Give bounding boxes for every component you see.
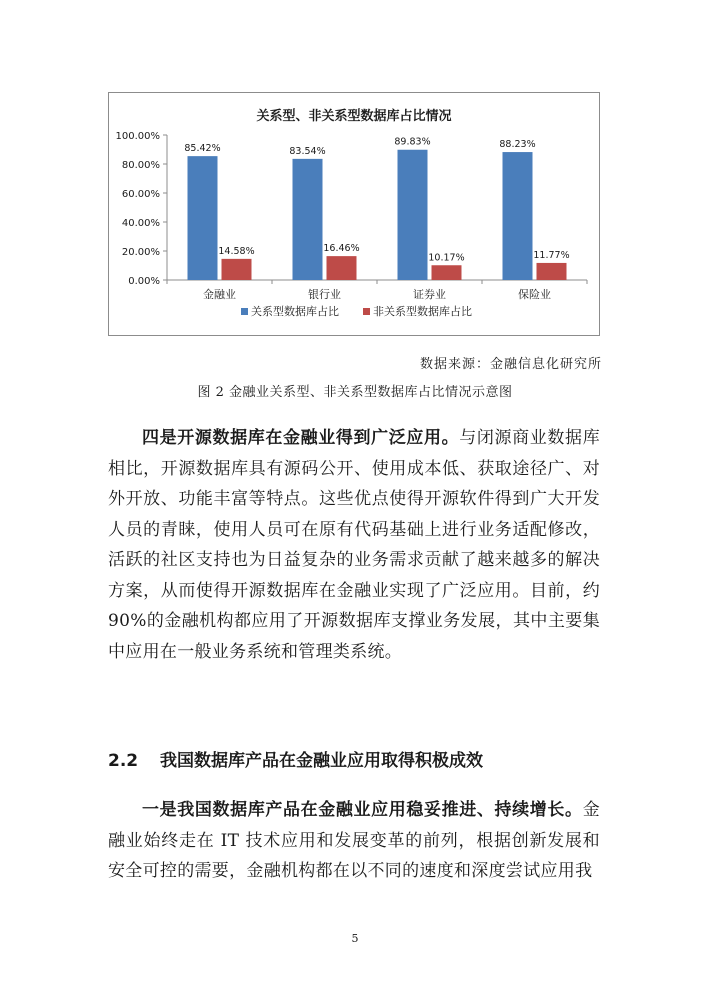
data-label: 10.17% bbox=[428, 252, 465, 264]
legend-swatch bbox=[363, 308, 370, 315]
paragraph-body: 与闭源商业数据库相比，开源数据库具有源码公开、使用成本低、获取途径广、对外开放、功能丰富等特点。这些优点使得开源软件得到广大开发人员的青睐，使用人员可在原有代码基础上进行业务适配修改，活跃的社区支持也为日益复杂的业务需求贡献了越来越多的解决方案，从而使得开源数据库在金融业实现了广泛应用。目前，约 90%的金融机构都应用了开源数据库支撑业务发展，其中主要集中应用在一般业务系统和管理类系统。 bbox=[108, 428, 600, 662]
bar-relational bbox=[503, 152, 533, 280]
bar-non-relational bbox=[432, 265, 462, 280]
data-label: 11.77% bbox=[533, 249, 570, 261]
section-title: 我国数据库产品在金融业应用取得积极成效 bbox=[160, 751, 483, 771]
y-tick-label: 80.00% bbox=[121, 160, 160, 171]
page-number: 5 bbox=[351, 932, 359, 945]
x-tick-label: 金融业 bbox=[203, 288, 236, 301]
bar-relational bbox=[293, 159, 323, 280]
x-tick-label: 银行业 bbox=[308, 288, 341, 301]
data-label: 85.42% bbox=[184, 143, 221, 155]
y-tick-label: 0.00% bbox=[128, 276, 160, 287]
data-label: 88.23% bbox=[499, 139, 536, 151]
x-tick-label: 保险业 bbox=[518, 288, 551, 301]
data-label: 83.54% bbox=[289, 145, 326, 157]
section-heading bbox=[108, 746, 483, 771]
data-label: 14.58% bbox=[218, 245, 255, 257]
database-share-chart bbox=[108, 92, 600, 336]
paragraph-domestic-products bbox=[108, 795, 600, 887]
paragraph-lead: 四是开源数据库在金融业得到广泛应用。 bbox=[142, 428, 460, 448]
chart-title: 关系型、非关系型数据库占比情况 bbox=[256, 109, 452, 124]
y-tick-label: 100.00% bbox=[115, 131, 160, 142]
bar-non-relational bbox=[222, 259, 252, 280]
paragraph-body: 金融业始终走在 IT 技术应用和发展变革的前列，根据创新发展和安全可控的需要，金融机构都在以不同的速度和深度尝试应用我 bbox=[108, 800, 600, 881]
bar-relational bbox=[188, 156, 218, 280]
data-source: 数据来源：金融信息化研究所 bbox=[419, 357, 602, 372]
y-tick-label: 40.00% bbox=[121, 218, 160, 229]
figure-caption: 图 2 金融业关系型、非关系型数据库占比情况示意图 bbox=[197, 385, 513, 400]
y-tick-label: 60.00% bbox=[121, 189, 160, 200]
paragraph-lead: 一是我国数据库产品在金融业应用稳妥推进、持续增长。 bbox=[142, 800, 583, 820]
data-label: 16.46% bbox=[323, 243, 360, 255]
bar-non-relational bbox=[327, 256, 357, 280]
legend-swatch bbox=[241, 308, 248, 315]
section-number: 2.2 bbox=[108, 751, 139, 771]
paragraph-open-source bbox=[108, 423, 600, 667]
data-label: 89.83% bbox=[394, 136, 431, 148]
legend-label: 非关系型数据库占比 bbox=[373, 305, 472, 318]
y-tick-label: 20.00% bbox=[121, 247, 160, 258]
bar-relational bbox=[398, 150, 428, 280]
legend-label: 关系型数据库占比 bbox=[251, 305, 339, 318]
x-tick-label: 证券业 bbox=[413, 288, 446, 301]
chart-canvas bbox=[109, 93, 599, 335]
bar-non-relational bbox=[537, 263, 567, 280]
